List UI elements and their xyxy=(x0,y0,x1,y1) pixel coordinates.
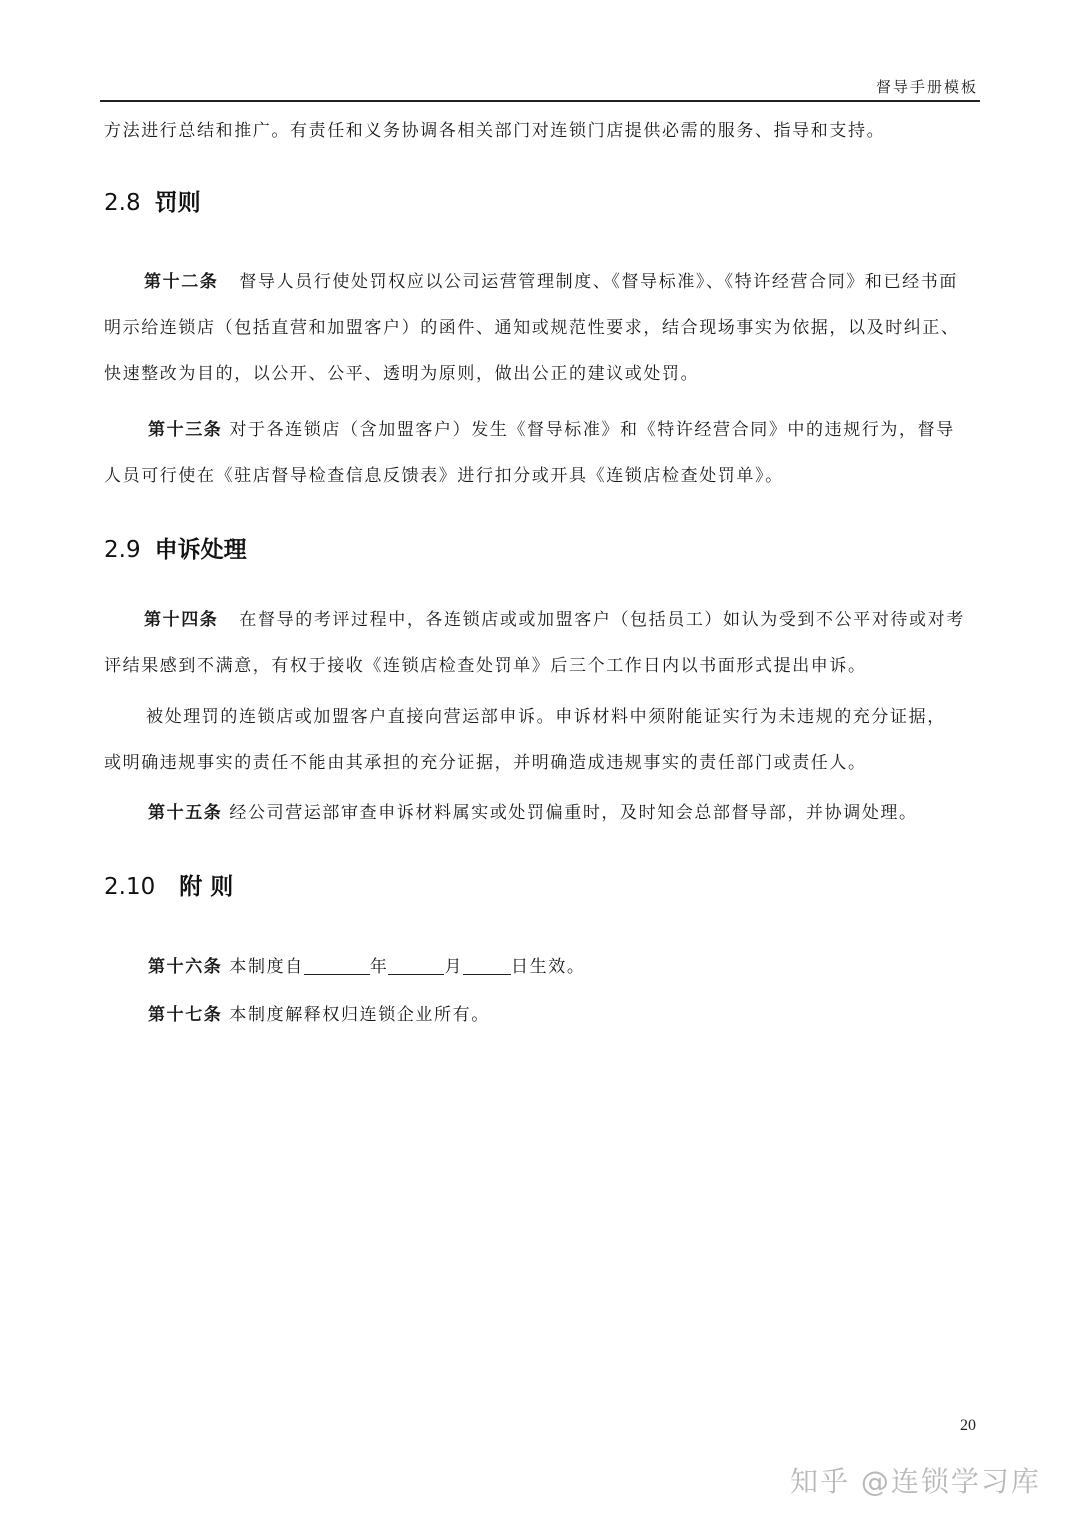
watermark: 知乎 @连锁学习库 xyxy=(790,1465,1041,1498)
article-text: 督导人员行使处罚权应以公司运营管理制度、《督导标准》、《特许经营合同》和已经书面 xyxy=(239,272,958,292)
article-text: 经公司营运部审查申诉材料属实或处罚偏重时，及时知会总部督导部，并协调处理。 xyxy=(229,803,918,823)
article-17 xyxy=(104,992,978,1038)
article-text: 在督导的考评过程中，各连锁店或或加盟客户（包括员工）如认为受到不公平对待或对考 xyxy=(239,610,965,630)
article-label: 第十四条 xyxy=(144,610,219,630)
section-number: 2.10 xyxy=(104,874,156,900)
day-blank xyxy=(463,956,511,975)
section-number: 2.9 xyxy=(104,537,141,563)
article-label: 第十三条 xyxy=(148,420,223,440)
section-title: 罚则 xyxy=(154,190,201,216)
section-title: 申诉处理 xyxy=(154,537,247,563)
article-13-line-2: 人员可行使在《驻店督导检查信息反馈表》进行扣分或开具《连锁店检查处罚单》。 xyxy=(104,466,784,486)
article-14-line-1 xyxy=(104,597,978,643)
article-label: 第十二条 xyxy=(144,272,219,292)
article-14-line-2: 评结果感到不满意，有权于接收《连锁店检查处罚单》后三个工作日内以书面形式提出申诉。 xyxy=(104,656,867,676)
section-heading-2-10 xyxy=(104,868,233,901)
section-heading-2-9 xyxy=(104,531,247,564)
article-label: 第十五条 xyxy=(148,803,223,823)
article-text: 本制度自 xyxy=(229,957,304,977)
intro-paragraph xyxy=(104,108,978,154)
month-blank xyxy=(388,956,444,975)
article-13-line-1 xyxy=(104,407,978,453)
article-12 xyxy=(104,259,978,397)
article-14 xyxy=(104,597,978,689)
appeal-line-1: 被处理罚的连锁店或加盟客户直接向营运部申诉。申诉材料中须附能证实行为未违规的充分证据， xyxy=(146,707,946,727)
page-number: 20 xyxy=(960,1417,976,1434)
article-12-line-3: 快速整改为目的，以公开、公平、透明为原则，做出公正的建议或处罚。 xyxy=(104,364,700,384)
month-label: 月 xyxy=(444,957,464,977)
article-text: 对于各连锁店（含加盟客户）发生《督导标准》和《特许经营合同》中的违规行为，督导 xyxy=(229,420,955,440)
article-16 xyxy=(104,944,978,990)
intro-line: 方法进行总结和推广。有责任和义务协调各相关部门对连锁门店提供必需的服务、指导和支持。 xyxy=(104,121,886,141)
section-heading-2-8 xyxy=(104,184,201,217)
article-12-line-2: 明示给连锁店（包括直营和加盟客户）的函件、通知或规范性要求，结合现场事实为依据，以及时纠正、 xyxy=(104,318,960,338)
section-title: 附 则 xyxy=(179,874,234,900)
appeal-paragraph xyxy=(104,694,978,786)
article-15-line-1 xyxy=(104,790,978,836)
section-number: 2.8 xyxy=(104,190,141,216)
article-17-line-1 xyxy=(104,992,978,1038)
year-label: 年 xyxy=(369,957,389,977)
article-16-line-1 xyxy=(104,944,978,990)
running-header xyxy=(100,76,980,102)
header-title: 督导手册模板 xyxy=(875,78,978,96)
article-label: 第十六条 xyxy=(148,957,223,977)
appeal-line-2: 或明确违规事实的责任不能由其承担的充分证据，并明确造成违规事实的责任部门或责任人。 xyxy=(104,753,867,773)
year-blank xyxy=(304,956,370,975)
article-label: 第十七条 xyxy=(148,1005,223,1025)
article-12-line-1 xyxy=(104,259,978,305)
article-15 xyxy=(104,790,978,836)
effective-suffix: 日生效。 xyxy=(511,957,586,977)
article-13 xyxy=(104,407,978,499)
article-text: 本制度解释权归连锁企业所有。 xyxy=(229,1005,490,1025)
